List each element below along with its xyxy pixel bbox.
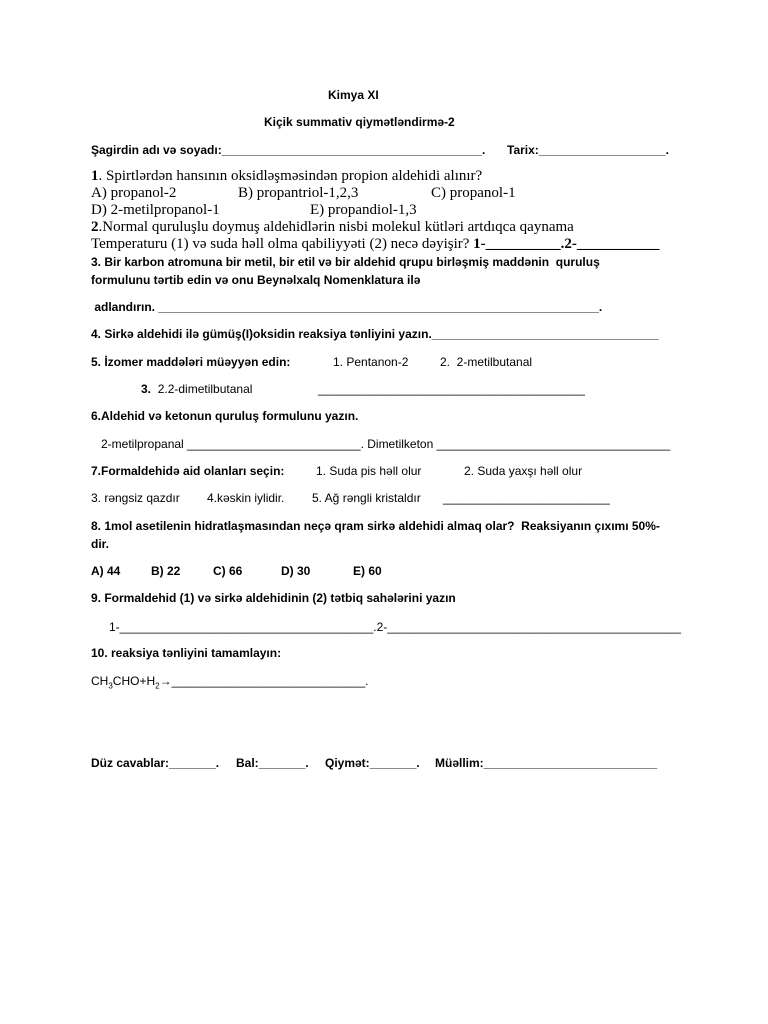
- student-name-field: Şagirdin adı və soyadı:_______________________________________.: [91, 143, 486, 157]
- q5-option-1: 1. Pentanon-2: [333, 355, 409, 369]
- question-1: [91, 168, 482, 185]
- q7-option-1: 1. Suda pis həll olur: [316, 464, 422, 478]
- worksheet-title: Kiçik summativ qiymətləndirmə-2: [264, 115, 455, 129]
- q5-option-2: 2. 2-metilbutanal: [440, 355, 533, 369]
- q10-equation: [91, 673, 368, 694]
- question-3-line-1: 3. Bir karbon atromuna bir metil, bir etil və bir aldehid qrupu birləşmiş maddənin quruluş: [91, 255, 600, 269]
- question-8-line-1: 8. 1mol asetilenin hidratlaşmasından neçə qram sirkə aldehidi almaq olar? Reaksiyanın çıxımı 50%-: [91, 519, 660, 533]
- q1-option-b: B) propantriol-1,2,3: [238, 185, 359, 201]
- q8-option-a: A) 44: [91, 564, 121, 578]
- date-field: Tarix:___________________.: [507, 143, 669, 157]
- q1-option-a: A) propanol-2: [91, 185, 177, 201]
- question-8-line-2: dir.: [91, 537, 110, 551]
- q10-eq-sub-1: 3: [108, 681, 113, 691]
- question-4: 4. Sirkə aldehidi ilə gümüş(I)oksidin reaksiya tənliyini yazın.__________________________________: [91, 327, 659, 341]
- question-2: [91, 219, 574, 236]
- q8-option-d: D) 30: [281, 564, 311, 578]
- subject-title: Kimya XI: [328, 88, 379, 102]
- q5-answer-blank: ________________________________________: [318, 382, 585, 396]
- question-1-number: 1: [91, 168, 99, 184]
- question-2-answer-blank: 1-__________.2-___________: [473, 236, 660, 252]
- arrow-right-icon: →: [159, 674, 172, 688]
- question-9: 9. Formaldehid (1) və sirkə aldehidinin (2) tətbiq sahələrini yazın: [91, 591, 456, 605]
- footer-correct-answers: Düz cavablar:_______.: [91, 756, 220, 770]
- footer-points: Bal:_______.: [236, 756, 309, 770]
- question-2-text: Temperaturu (1) və suda həll olma qabiliyyəti (2) necə dəyişir?: [91, 236, 470, 252]
- question-1-text: . Spirtlərdən hansının oksidləşməsindən propion aldehidi alınır?: [98, 168, 483, 184]
- footer-grade: Qiymət:_______.: [325, 756, 420, 770]
- q7-option-4: 4.kəskin iylidir.: [207, 491, 285, 505]
- q10-answer-blank: _____________________________.: [171, 674, 369, 688]
- q7-answer-blank: _________________________: [443, 491, 610, 505]
- q10-eq-start: CH: [91, 674, 109, 688]
- question-10: 10. reaksiya tənliyini tamamlayın:: [91, 646, 282, 660]
- question-3-line-3: adlandırın. __________________________________________________________________.: [91, 300, 603, 314]
- question-5: 5. İzomer maddələri müəyyən edin:: [91, 355, 291, 369]
- q5-option-3: [141, 381, 252, 397]
- question-6: 6.Aldehid və ketonun quruluş formulunu yazın.: [91, 409, 359, 423]
- q10-eq-mid: CHO+H: [112, 674, 156, 688]
- question-3-line-2: formulunu tərtib edin və onu Beynəlxalq Nomenklatura ilə: [91, 273, 421, 287]
- question-2-number: 2: [91, 219, 99, 235]
- question-2-line-2: [91, 236, 659, 253]
- q8-option-c: C) 66: [213, 564, 243, 578]
- q6-answer-line: 2-metilpropanal __________________________. Dimetilketon ___________________________________: [101, 437, 671, 451]
- footer-teacher: Müəllim:__________________________: [435, 756, 658, 770]
- q10-eq-sub-2: 2: [155, 681, 160, 691]
- question-7: 7.Formaldehidə aid olanları seçin:: [91, 464, 285, 478]
- question-2-line-1: .Normal quruluşlu doymuş aldehidlərin nisbi molekul kütləri artdıqca qaynama: [98, 219, 574, 235]
- q5-option-3-number: 3.: [141, 382, 152, 396]
- q5-option-3-text: 2.2-dimetilbutanal: [157, 382, 253, 396]
- q7-option-5: 5. Ağ rəngli kristaldır: [312, 491, 421, 505]
- q1-option-c: C) propanol-1: [431, 185, 516, 201]
- q9-answer-line: 1-______________________________________.2-____________________________________________: [109, 620, 681, 634]
- q7-option-3: 3. rəngsiz qazdır: [91, 491, 180, 505]
- q7-option-2: 2. Suda yaxşı həll olur: [464, 464, 583, 478]
- q8-option-e: E) 60: [353, 564, 382, 578]
- q8-option-b: B) 22: [151, 564, 181, 578]
- q1-option-e: E) propandiol-1,3: [310, 202, 417, 218]
- q1-option-d: D) 2-metilpropanol-1: [91, 202, 220, 218]
